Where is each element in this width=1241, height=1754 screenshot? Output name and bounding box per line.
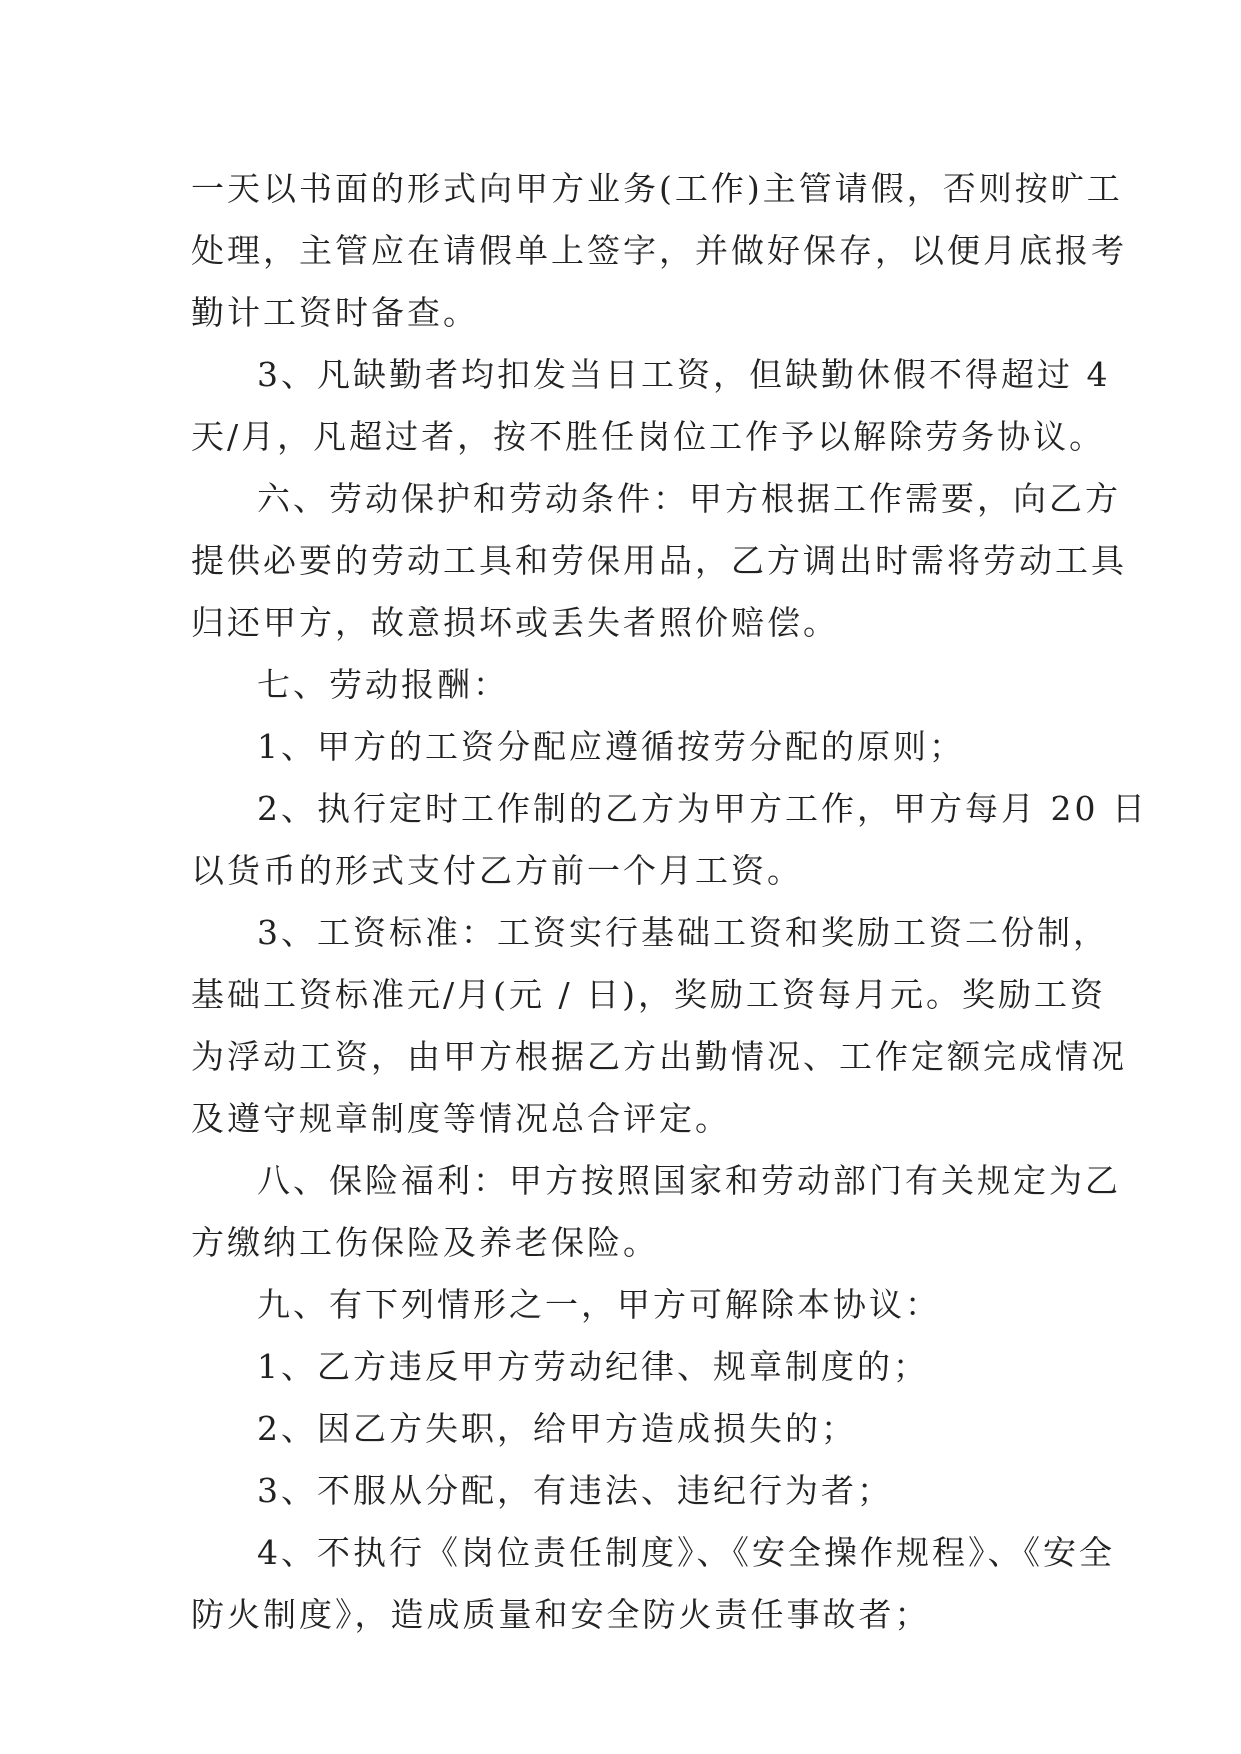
text-line: 勤计工资时备查。 [191, 293, 479, 332]
document-body [191, 158, 1148, 1646]
text-line: 七、劳动报酬： [257, 665, 509, 704]
text-line: 1、甲方的工资分配应遵循按劳分配的原则； [257, 727, 965, 766]
text-line: 方缴纳工伤保险及养老保险。 [191, 1223, 659, 1262]
text-line: 天/月，凡超过者，按不胜任岗位工作予以解除劳务协议。 [191, 417, 1106, 456]
text-line: 3、不服从分配，有违法、违纪行为者； [257, 1471, 893, 1510]
text-line: 2、因乙方失职，给甲方造成损失的； [257, 1409, 857, 1448]
text-line: 提供必要的劳动工具和劳保用品，乙方调出时需将劳动工具 [191, 541, 1127, 580]
text-line: 处理，主管应在请假单上签字，并做好保存，以便月底报考 [191, 231, 1127, 270]
text-line: 1、乙方违反甲方劳动纪律、规章制度的； [257, 1347, 929, 1386]
text-line: 3、工资标准：工资实行基础工资和奖励工资二份制， [257, 913, 1109, 952]
text-line: 3、凡缺勤者均扣发当日工资，但缺勤休假不得超过 4 [257, 355, 1111, 394]
text-line: 及遵守规章制度等情况总合评定。 [191, 1099, 731, 1138]
text-line: 2、执行定时工作制的乙方为甲方工作，甲方每月 20 日 [257, 789, 1148, 828]
text-line: 九、有下列情形之一，甲方可解除本协议： [257, 1285, 941, 1324]
text-line: 归还甲方，故意损坏或丢失者照价赔偿。 [191, 603, 839, 642]
text-line: 防火制度》，造成质量和安全防火责任事故者； [191, 1595, 931, 1634]
text-line: 八、保险福利：甲方按照国家和劳动部门有关规定为乙 [257, 1161, 1121, 1200]
text-line: 以货币的形式支付乙方前一个月工资。 [191, 851, 803, 890]
text-line: 基础工资标准元/月(元 / 日)，奖励工资每月元。奖励工资 [191, 975, 1106, 1014]
text-line: 六、劳动保护和劳动条件：甲方根据工作需要，向乙方 [257, 479, 1121, 518]
text-line: 为浮动工资，由甲方根据乙方出勤情况、工作定额完成情况 [191, 1037, 1127, 1076]
text-line: 一天以书面的形式向甲方业务(工作)主管请假，否则按旷工 [191, 169, 1123, 208]
text-line: 4、不执行《岗位责任制度》、《安全操作规程》、《安全 [257, 1533, 1115, 1572]
